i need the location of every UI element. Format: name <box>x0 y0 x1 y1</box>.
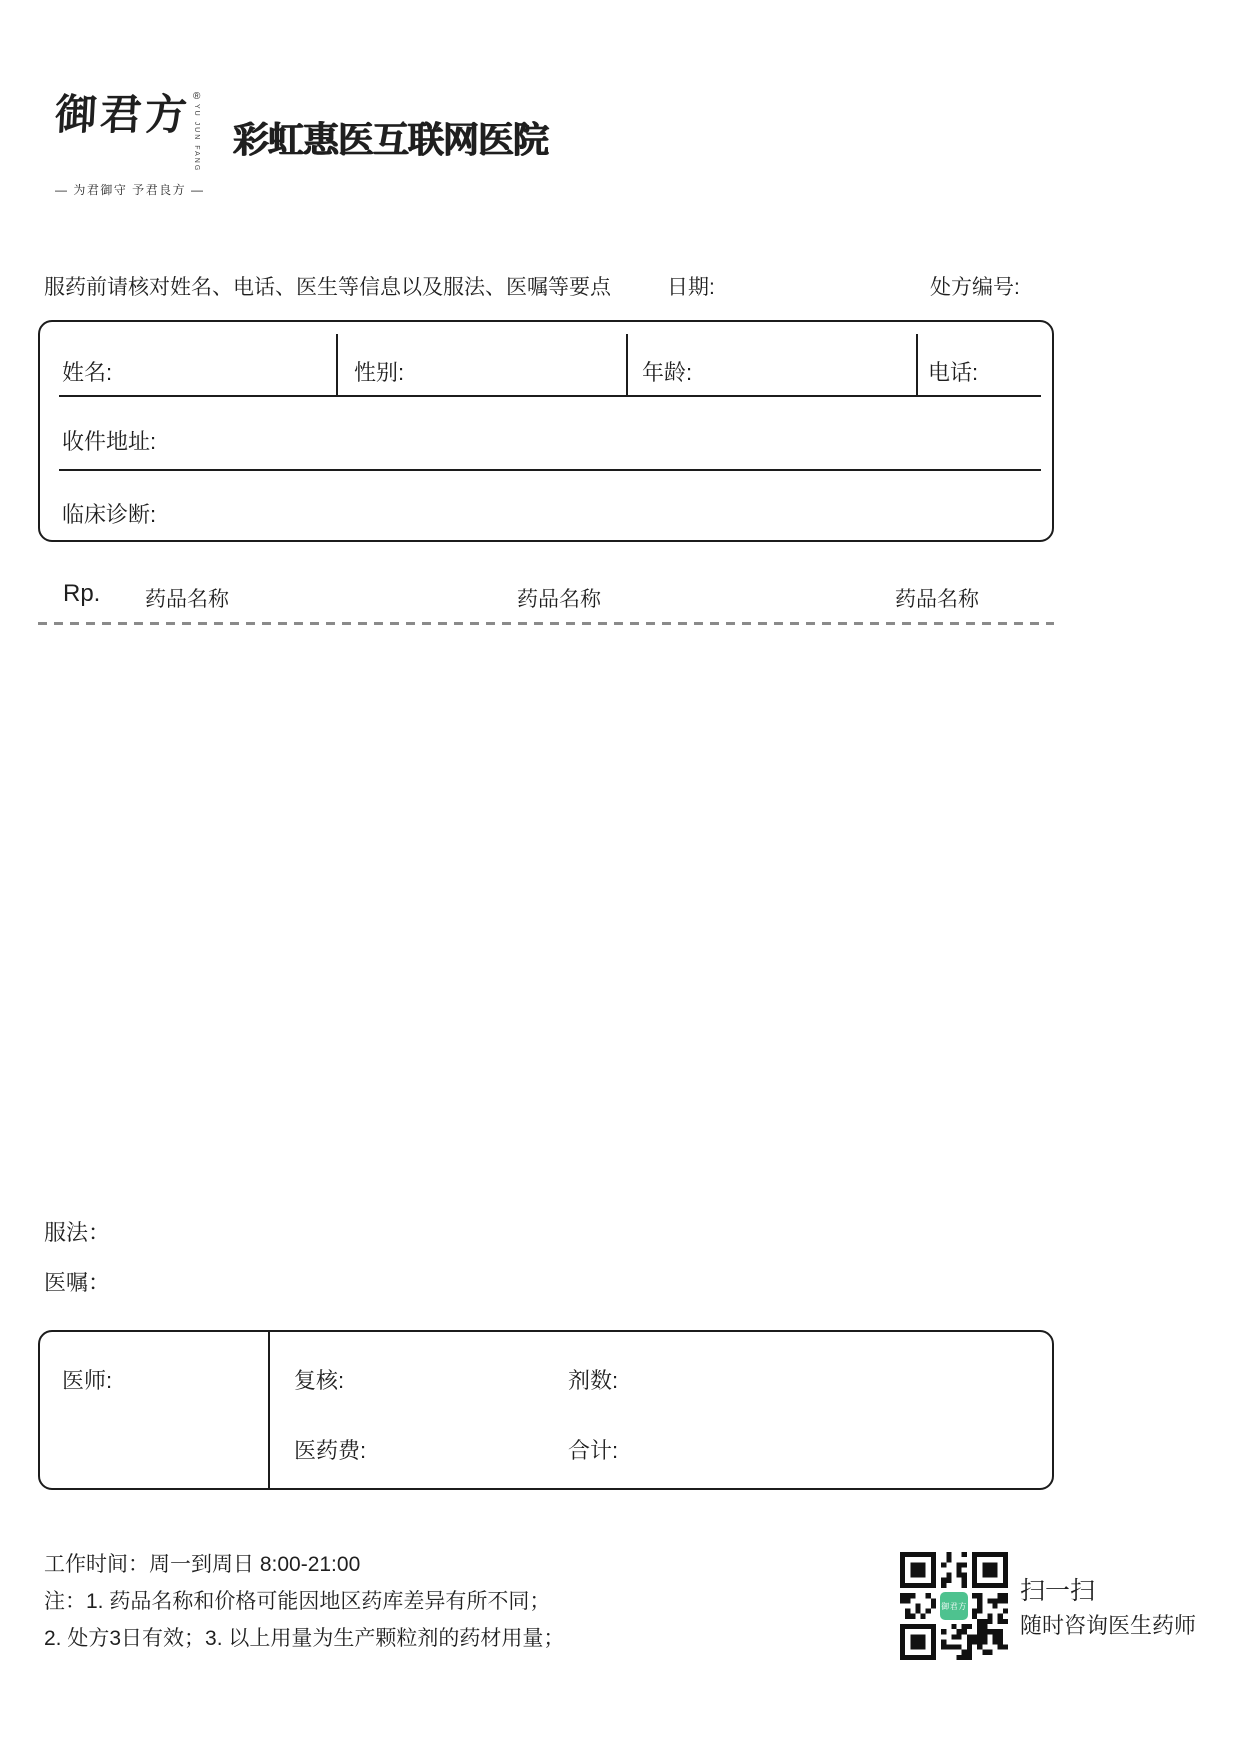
clinical-diagnosis-label: 临床诊断: <box>62 502 157 527</box>
rp-label: Rp. <box>63 580 101 607</box>
column-divider <box>916 334 918 395</box>
verification-notice: 服药前请核对姓名、电话、医生等信息以及服法、医嘱等要点 <box>44 276 611 299</box>
patient-name-label: 姓名: <box>62 360 113 385</box>
qr-center-brand-badge: 御君方 <box>938 1590 970 1622</box>
patient-gender-label: 性别: <box>354 360 405 385</box>
brand-logo <box>55 92 255 198</box>
row-divider <box>59 395 1041 397</box>
drug-name-column-header: 药品名称 <box>517 588 601 611</box>
brand-tagline: — 为君御守 予君良方 — <box>55 183 205 198</box>
brand-logo-pinyin: YU JUN FANG <box>193 104 201 173</box>
medicine-fee-label: 医药费: <box>294 1438 367 1463</box>
patient-info-box <box>38 320 1054 542</box>
doctor-label: 医师: <box>62 1368 113 1393</box>
brand-logo-text: 御君方 <box>53 91 192 138</box>
signoff-box <box>38 1330 1054 1490</box>
column-divider <box>336 334 338 395</box>
reviewer-label: 复核: <box>294 1368 345 1393</box>
usage-label: 服法： <box>44 1220 111 1245</box>
column-divider <box>268 1332 270 1488</box>
prescription-number-label: 处方编号: <box>930 276 1020 299</box>
scan-qr-title: 扫一扫 <box>1020 1577 1096 1605</box>
date-field-label: 日期: <box>667 276 715 299</box>
qr-code-block <box>900 1552 1008 1660</box>
total-label: 合计: <box>568 1438 619 1463</box>
patient-phone-label: 电话: <box>928 360 979 385</box>
dashed-separator <box>38 622 1054 625</box>
work-hours: 工作时间：周一到周日 8:00-21:00 <box>44 1553 361 1576</box>
hospital-name: 彩虹惠医互联网医院 <box>233 119 549 160</box>
drug-name-column-header: 药品名称 <box>895 588 979 611</box>
footer-notes <box>44 1546 564 1657</box>
shipping-address-label: 收件地址: <box>62 429 157 454</box>
drug-name-column-header: 药品名称 <box>145 588 229 611</box>
note-line-1: 注：1. 药品名称和价格可能因地区药库差异有所不同； <box>44 1590 551 1613</box>
dose-count-label: 剂数: <box>568 1368 619 1393</box>
note-line-2: 2. 处方3日有效；3. 以上用量为生产颗粒剂的药材用量； <box>44 1627 565 1650</box>
patient-age-label: 年龄: <box>642 360 693 385</box>
scan-qr-subtitle: 随时咨询医生药师 <box>1020 1613 1197 1638</box>
column-divider <box>626 334 628 395</box>
doctor-advice-label: 医嘱： <box>44 1270 111 1295</box>
registered-trademark-icon: ® <box>193 91 201 102</box>
row-divider <box>59 469 1041 471</box>
